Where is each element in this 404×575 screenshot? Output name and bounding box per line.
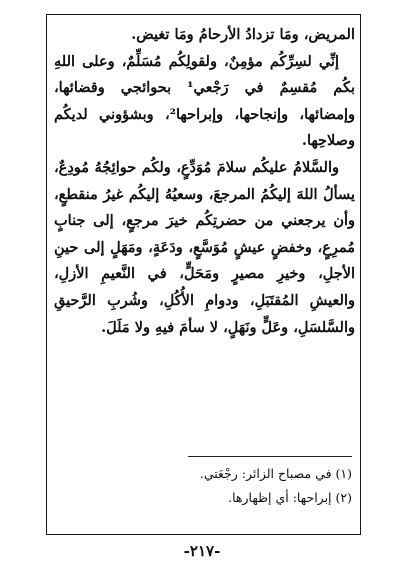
- footnote-2: (٢) إبراحها: أي إظهارها.: [228, 490, 352, 505]
- footnote-separator: [188, 456, 352, 457]
- footnotes: [150, 462, 352, 510]
- footnote-1: (١) في مصباح الزائر: رجْعَتي.: [199, 466, 352, 481]
- main-text: [54, 22, 355, 341]
- paragraph-2: إنِّي لسِرِّكُم مؤمِنٌ، ولقولِكُم مُسَلِّمٌ، وعلى اللهِ بكُم مُقسِمٌ في رَجْعي¹ بحوائجي وقضائها، وإمضائها، وإنجاحها، وإبراحها²، وبشؤوني لديكُم وصلاحِها.: [54, 52, 355, 150]
- page-number: -٢١٧-: [183, 542, 221, 560]
- paragraph-3: والسَّلامُ عليكُم سلامَ مُوَدِّعٍ، ولكُم حوائِجُهُ مُودِعٌ، يسألُ اللهَ إليكُمُ المرجعَ، وسعيُهُ إليكُم غيرُ منقطعٍ، وأن يرجعني من حضرتِكُم خيرَ مرجعٍ، إلى جنابٍ مُمرِعٍ، وخفضٍ عيشٍ مُوَسَّعٍ، ودَعَةٍ، ومَهَلٍ إلى حينِ الأجلِ، وخيرِ مصيرٍ ومَحَلٍّ، في النَّعيمِ الأزلِ، والعيشِ المُقتَبَلِ، ودوامِ الأُكُلِ، وشُربِ الرَّحيقِ والسَّلسَلِ، وعَلٍّ ونَهَلٍ، لا سأمَ فيهِ ولا مَلَلَ.: [54, 158, 355, 336]
- paragraph-1: المريض، ومَا تزدادُ الأرحامُ ومَا تغيض.: [131, 26, 355, 43]
